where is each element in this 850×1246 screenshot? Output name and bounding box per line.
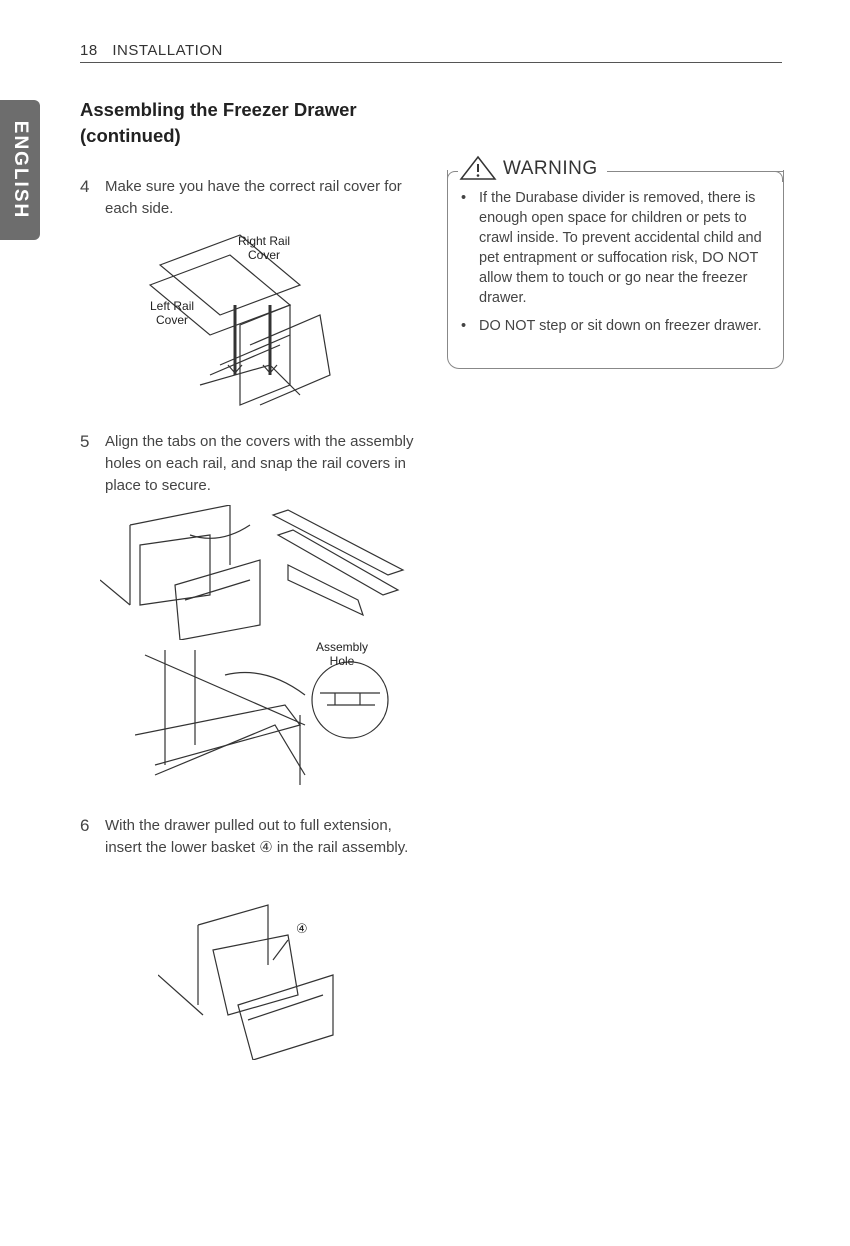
section-title: INSTALLATION <box>112 42 223 59</box>
left-rail-label-line1: Left Rail <box>150 299 195 313</box>
step-text: Align the tabs on the covers with the assembly holes on each rail, and snap the rail covers in place to secure. <box>105 433 414 494</box>
right-rail-label-line1: Right Rail <box>238 234 291 248</box>
rail-cover-detail-illustration <box>268 505 408 620</box>
page-title: Assembling the Freezer Drawer (continued) <box>80 99 357 146</box>
step-number: 5 <box>80 432 90 451</box>
warning-box <box>447 170 784 369</box>
step-number: 4 <box>80 177 90 196</box>
page-number: 18 <box>80 42 98 59</box>
bullet-icon: • <box>461 190 467 206</box>
step-number: 6 <box>80 816 90 835</box>
bullet-icon: • <box>461 318 467 334</box>
right-rail-label <box>238 234 290 262</box>
basket-marker: ④ <box>296 921 308 936</box>
language-tab-label: ENGLISH <box>10 120 31 220</box>
warning-list <box>458 188 776 344</box>
step-text: With the drawer pulled out to full extension, insert the lower basket ④ in the rail assembly. <box>105 817 409 856</box>
lower-basket-illustration <box>158 885 338 1060</box>
step-4 <box>80 176 420 220</box>
language-tab <box>0 100 40 240</box>
assembly-hole-label <box>316 640 368 668</box>
left-rail-label-line2: Cover <box>156 313 189 327</box>
warning-item-text: DO NOT step or sit down on freezer drawer. <box>479 318 762 334</box>
left-rail-label <box>150 299 194 327</box>
warning-item <box>458 316 776 336</box>
page-header <box>80 42 782 63</box>
warning-item-text: If the Durabase divider is removed, there is enough open space for children or pets to crawl inside. To prevent accidental child and pet entrapment or suffocation risk, DO NOT allow them to touch or go near the freezer drawer. <box>479 190 762 306</box>
assembly-hole-label-line2: Hole <box>329 654 355 668</box>
step-5 <box>80 431 420 497</box>
step-6 <box>80 815 420 859</box>
right-rail-label-line2: Cover <box>248 248 281 262</box>
warning-title: WARNING <box>503 158 598 179</box>
assembly-hole-label-line1: Assembly <box>316 640 369 654</box>
drawer-hand-illustration <box>100 505 265 640</box>
warning-item <box>458 188 776 308</box>
step-text: Make sure you have the correct rail cover for each side. <box>105 178 402 217</box>
